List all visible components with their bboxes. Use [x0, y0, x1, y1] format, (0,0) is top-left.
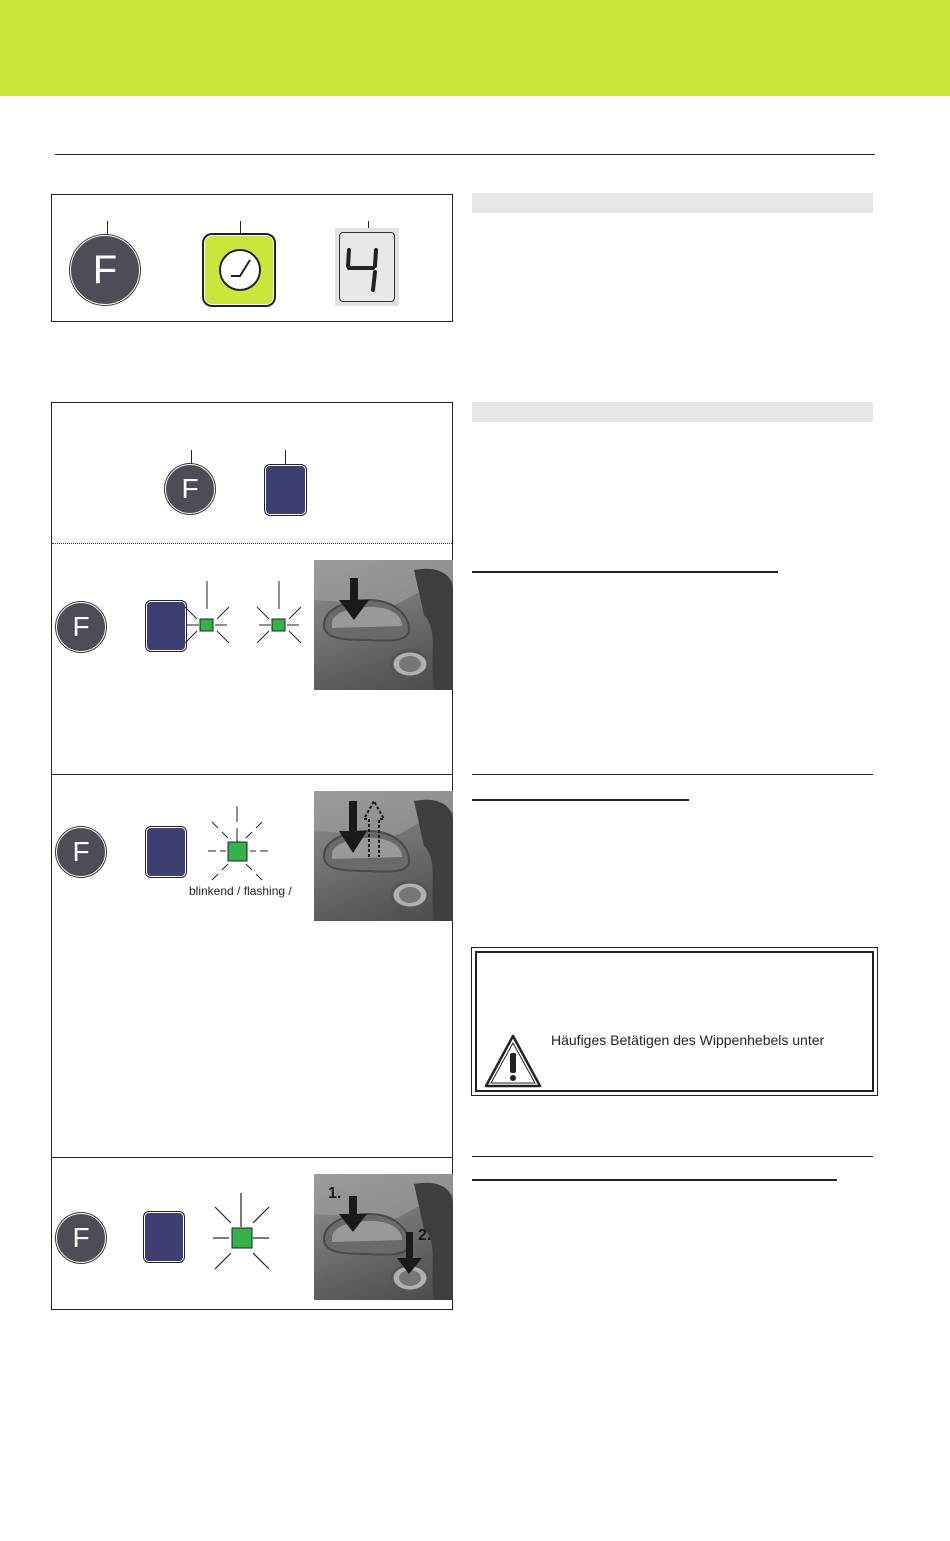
header-band [0, 0, 950, 96]
leader-line [285, 450, 286, 466]
digit-display-icon [335, 228, 399, 306]
lever-two-step-illustration [314, 1174, 453, 1300]
step-2-label: 2. [418, 1227, 432, 1244]
led-glow-icon [177, 581, 237, 651]
section-divider-dotted [52, 543, 452, 544]
lever-press-illustration [314, 560, 453, 690]
led-glow-icon [249, 581, 309, 651]
f-button-label: F [181, 473, 199, 504]
photo-lever-press-release [314, 791, 453, 921]
subheading-underline [472, 799, 689, 801]
warning-triangle-icon [483, 1033, 543, 1089]
section-rule [472, 774, 873, 775]
f-button-label: F [72, 836, 90, 867]
subheading-underline [472, 1179, 837, 1181]
f-button[interactable] [70, 235, 140, 305]
f-button[interactable] [165, 464, 215, 514]
step-1-label: 1. [328, 1185, 342, 1202]
f-button-label: F [72, 611, 90, 642]
section-divider [52, 1157, 452, 1158]
section-divider [52, 774, 452, 775]
blue-button[interactable] [265, 465, 306, 515]
blue-button[interactable] [146, 827, 186, 877]
timer-button[interactable] [204, 235, 274, 305]
lever-press-release-illustration [314, 791, 453, 921]
header-rule [55, 154, 875, 155]
section-rule [472, 1156, 873, 1157]
f-button[interactable] [56, 1213, 106, 1263]
f-button[interactable] [56, 602, 106, 652]
photo-lever-press [314, 560, 453, 690]
section-heading-bar [472, 193, 873, 213]
clock-icon [205, 236, 275, 306]
subheading-underline [472, 571, 778, 573]
digit-display [335, 228, 399, 306]
photo-lever-two-step [314, 1174, 453, 1300]
section-heading-bar [472, 402, 873, 422]
f-button-label: F [72, 1222, 90, 1253]
led-flashing-icon [204, 806, 274, 886]
warning-text: Häufiges Betätigen des Wippenhebels unter [551, 1032, 825, 1048]
blue-button[interactable] [144, 1212, 184, 1262]
controls-overview-panel [51, 194, 453, 322]
procedure-panel [51, 402, 453, 1310]
led-bright-icon [207, 1193, 277, 1273]
f-button-label: F [92, 247, 118, 292]
warning-box [471, 947, 878, 1096]
f-button[interactable] [56, 827, 106, 877]
flashing-label: blinkend / flashing / [189, 884, 292, 898]
